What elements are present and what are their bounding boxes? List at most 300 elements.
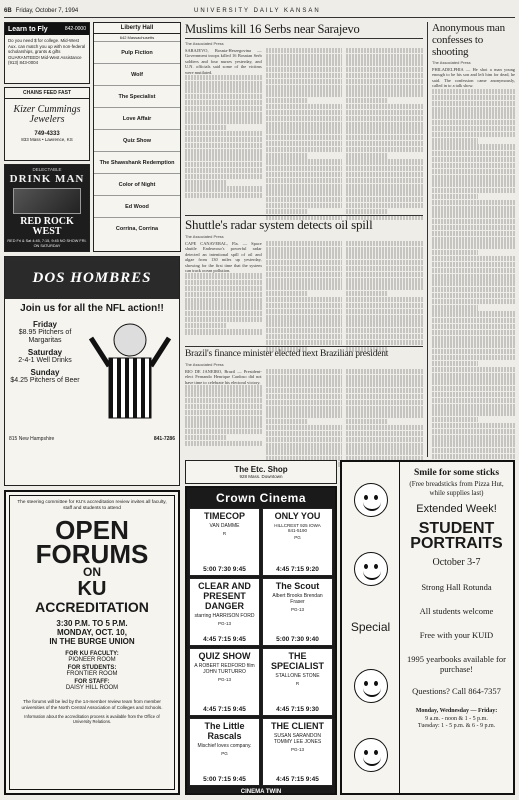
text-line — [346, 135, 423, 140]
text-line — [346, 394, 423, 399]
movie-title: Pulp Fiction — [121, 49, 153, 56]
text-line — [346, 449, 423, 454]
promo-label: DELECTABLE — [32, 167, 62, 172]
movie-times: 4:45 7:15 9:45 — [276, 776, 319, 783]
sunday-label: Sunday — [30, 368, 60, 377]
text-line — [346, 141, 423, 146]
text-line — [432, 113, 515, 118]
story-headline: Muslims kill 16 Serbs near Sarajevo — [185, 22, 423, 39]
portraits-title-2: PORTRAITS — [410, 535, 503, 552]
text-line — [185, 435, 227, 440]
forum-place: IN THE BURGE UNION — [49, 637, 135, 646]
text-line — [346, 172, 423, 177]
text-line — [185, 186, 262, 191]
text-line — [432, 410, 515, 415]
text-line — [266, 406, 343, 411]
text-line — [432, 355, 515, 360]
story-lead: RIO DE JANEIRO, Brazil — President-elect Fernando Henrique Cardoso did not have time to celebrate his electoral victory. — [185, 369, 262, 385]
text-line — [266, 443, 343, 448]
text-line — [346, 297, 423, 302]
ad-text: Do you need $ for college. Mid-West Aux. can match you up with non-federal scholarships, grants & gifts GUARANTEED! Mid-West Assistance (913) 843-0004 — [8, 38, 86, 66]
text-line — [346, 110, 423, 115]
movie-title: THE SPECIALIST — [270, 651, 324, 671]
text-line — [185, 131, 262, 136]
movie-item — [94, 107, 180, 129]
smiley-icon — [354, 552, 388, 586]
text-line — [432, 206, 515, 211]
friday-deal: $8.95 Pitchers of Margaritas — [18, 329, 72, 344]
body-text-lines — [266, 241, 343, 352]
jeweler-ad — [4, 87, 90, 161]
text-line — [432, 89, 515, 94]
text-line — [266, 419, 308, 424]
text-line — [432, 398, 515, 403]
forum-title-on: ON — [83, 565, 101, 579]
story-headline: Brazil's finance minister elected next Brazilian president — [185, 346, 423, 360]
promo-image — [13, 188, 81, 214]
text-line — [432, 194, 478, 199]
text-line — [185, 410, 262, 415]
movie-times: 5:00 7:15 9:45 — [203, 776, 246, 783]
text-line — [266, 190, 343, 195]
text-line — [346, 48, 423, 53]
text-line — [185, 94, 262, 99]
text-line — [346, 184, 423, 189]
body-text-lines — [346, 369, 423, 468]
movie-title: THE CLIENT — [271, 721, 324, 731]
text-line — [266, 266, 343, 271]
portraits-free: Free with your KUID — [419, 630, 494, 640]
text-line — [185, 193, 262, 198]
text-line — [432, 268, 515, 273]
publication-name: UNIVERSITY DAILY KANSAN — [194, 7, 321, 14]
text-line — [346, 303, 423, 308]
text-line — [266, 309, 343, 314]
story-byline: The Associated Press — [185, 234, 224, 239]
text-line — [346, 60, 423, 65]
movie-title: TIMECOP — [203, 511, 245, 521]
text-line — [346, 147, 423, 152]
nfl-headline: Join us for all the NFL action!! — [20, 303, 164, 314]
text-line — [346, 412, 423, 417]
text-line — [185, 317, 262, 322]
staff-room: DAISY HILL ROOM — [65, 685, 119, 691]
movie-rating: PG — [221, 751, 228, 756]
text-line — [346, 400, 423, 405]
movie-title: The Specialist — [118, 93, 156, 100]
movie-title: ONLY YOU — [274, 511, 321, 521]
text-line — [185, 180, 227, 185]
text-line — [185, 100, 262, 105]
text-line — [185, 391, 262, 396]
text-line — [266, 197, 343, 202]
text-line — [266, 48, 343, 53]
forum-intro: The steering committee for KU's accreditation review invites all faculty, staff and students to attend — [17, 500, 167, 511]
text-line — [346, 284, 423, 289]
text-line — [266, 60, 343, 65]
movie-star: starring HARRISON FORD — [194, 613, 255, 619]
text-line — [432, 417, 478, 422]
text-line — [346, 91, 423, 96]
text-line — [185, 416, 262, 421]
text-line — [185, 398, 262, 403]
movie-item — [94, 195, 180, 217]
text-line — [346, 443, 423, 448]
text-line — [432, 373, 515, 378]
forum-title-ku: KU — [77, 578, 107, 600]
movie-theater: HILLCREST 925 IOWA — [274, 523, 321, 528]
friday-label: Friday — [32, 320, 57, 329]
text-line — [432, 175, 515, 180]
theater-address: 642 Massachusetts — [119, 35, 155, 40]
text-line — [346, 166, 423, 171]
body-text-lines — [346, 48, 423, 221]
movie-title: The Little Rascals — [204, 721, 245, 741]
text-line — [346, 406, 423, 411]
text-line — [346, 241, 423, 246]
text-line — [346, 328, 423, 333]
movie-title: The Scout — [275, 581, 320, 591]
text-line — [432, 138, 478, 143]
text-line — [432, 225, 515, 230]
text-line — [266, 184, 343, 189]
text-line — [266, 315, 343, 320]
text-line — [185, 125, 227, 130]
students-room: FRONTIER ROOM — [66, 671, 118, 677]
text-line — [346, 260, 423, 265]
text-line — [346, 388, 423, 393]
smiley-column — [342, 462, 400, 793]
text-line — [266, 278, 343, 283]
text-line — [185, 280, 262, 285]
faculty-room: PIONEER ROOM — [68, 657, 116, 663]
movie-rating: R — [295, 681, 300, 686]
hours-line-1b: 9 a.m. - noon & 1 - 5 p.m. — [425, 715, 488, 722]
text-line — [432, 280, 515, 285]
text-line — [432, 107, 515, 112]
saturday-deal: 2-4-1 Well Drinks — [18, 357, 72, 364]
text-line — [346, 272, 423, 277]
story-brazil — [185, 346, 423, 456]
movie-title: Quiz Show — [122, 137, 152, 144]
text-line — [432, 243, 515, 248]
movie-list — [94, 41, 180, 239]
movie-times: 4:45 7:15 9:45 — [203, 636, 246, 643]
text-line — [185, 323, 227, 328]
text-line — [432, 448, 515, 453]
text-line — [266, 388, 343, 393]
movie-title: Color of Night — [118, 181, 156, 188]
restaurant-address: 815 New Hampshire — [9, 436, 55, 442]
promo-subtitle: RED ROCK WEST — [20, 216, 74, 237]
movie-rating: PG — [294, 535, 301, 540]
text-line — [432, 231, 515, 236]
text-line — [432, 386, 515, 391]
text-line — [266, 437, 343, 442]
text-line — [346, 116, 423, 121]
text-line — [266, 272, 343, 277]
students-label: FOR STUDENTS: — [67, 665, 117, 671]
text-line — [346, 85, 423, 90]
text-line — [266, 79, 343, 84]
text-line — [266, 260, 343, 265]
body-text-lines — [185, 385, 262, 446]
text-line — [266, 178, 343, 183]
movie-title: Wolf — [131, 71, 143, 78]
text-line — [266, 67, 343, 72]
movie-item — [94, 85, 180, 107]
text-line — [266, 334, 343, 339]
movie-star: Albert Brooks Brendan Fraser — [272, 593, 323, 605]
movie-title: CLEAR AND PRESENT DANGER — [198, 581, 251, 611]
text-line — [346, 266, 423, 271]
hours-line-1: Monday, Wednesday — Friday: — [415, 708, 498, 714]
text-line — [432, 367, 515, 372]
text-line — [266, 449, 343, 454]
sunday-deal: $4.25 Pitchers of Beer — [10, 377, 80, 384]
ad-header: CHAINS FEED FAST — [5, 88, 89, 99]
portraits-dates: October 3-7 — [432, 557, 481, 568]
movie-times: 5:00 7:30 9:45 — [203, 566, 246, 573]
movie-rating: PG-13 — [217, 621, 231, 626]
text-line — [185, 292, 262, 297]
text-line — [266, 122, 343, 127]
portraits-ad — [340, 460, 515, 795]
text-line — [432, 188, 515, 193]
text-line — [346, 178, 423, 183]
movie-item — [94, 129, 180, 151]
story-lead: PHILADELPHIA — He shot a man young enough to be his son and left him for dead, he said. The confession came anonymously, called in to a talk show. — [432, 67, 515, 89]
text-line — [432, 342, 515, 347]
crown-cinema-ad — [185, 486, 337, 795]
text-line — [185, 404, 262, 409]
text-line — [185, 329, 262, 334]
text-line — [266, 284, 343, 289]
portraits-place: Strong Hall Rotunda — [421, 582, 492, 592]
cinema-title: Crown Cinema — [215, 491, 306, 505]
text-line — [346, 54, 423, 59]
promo-title: DRINK MAN — [9, 173, 85, 185]
text-line — [432, 435, 515, 440]
text-line — [185, 155, 262, 160]
movie-tile — [262, 578, 333, 646]
story-headline: Anonymous man confesses to shooting — [432, 22, 505, 58]
smiley-icon — [354, 669, 388, 703]
text-line — [346, 153, 388, 158]
movie-times: 4:45 7:15 9:30 — [276, 706, 319, 713]
text-line — [432, 404, 515, 409]
text-line — [266, 209, 308, 214]
text-line — [266, 328, 343, 333]
text-line — [432, 126, 515, 131]
movie-star: Mischief loves company. — [197, 743, 252, 749]
text-line — [432, 262, 515, 267]
movie-rating: R — [222, 531, 227, 536]
page-header — [4, 4, 515, 18]
cinema-right-column — [262, 508, 333, 788]
story-lead: SARAJEVO, Bosnia-Herzegovina — Government troops killed 16 Bosnian Serb soldiers and four nurses yesterday, and U.N. officials said some of the victims were mutilated. — [185, 48, 262, 75]
movie-item — [94, 41, 180, 63]
text-line — [266, 375, 343, 380]
staff-label: FOR STAFF: — [74, 679, 110, 685]
text-line — [346, 79, 423, 84]
referee-illustration — [85, 318, 179, 436]
smiley-icon — [354, 483, 388, 517]
text-line — [346, 431, 423, 436]
text-line — [432, 287, 515, 292]
text-line — [266, 172, 343, 177]
forum-footer: The forums will be led by the 14-member review team from member universities of the North Central Association of Colleges and Schools. — [21, 699, 163, 710]
text-line — [432, 163, 515, 168]
text-line — [346, 209, 388, 214]
movie-star: STALLONE STONE — [275, 673, 320, 679]
text-line — [346, 340, 423, 345]
dos-hombres-ad — [4, 256, 180, 486]
hours-line-2: Tuesday: 1 - 5 p.m. & 6 - 9 p.m. — [417, 723, 496, 729]
movie-item — [94, 151, 180, 173]
text-line — [432, 274, 515, 279]
portraits-title-1: STUDENT — [418, 520, 495, 537]
promo-showtimes: RED Fri & Sat 4:45, 7:15, 9:45 NO SHOW FRI. ON SATURDAY — [7, 239, 87, 248]
shop-name: The Etc. Shop — [234, 465, 288, 474]
saturday-label: Saturday — [27, 348, 63, 357]
text-line — [266, 203, 343, 208]
movie-rating: PG-13 — [290, 607, 304, 612]
text-line — [266, 297, 343, 302]
text-line — [185, 441, 262, 446]
text-line — [432, 120, 515, 125]
text-line — [185, 304, 262, 309]
ad-phone: 842-0000 — [64, 26, 86, 32]
text-line — [346, 278, 423, 283]
text-line — [432, 330, 515, 335]
text-line — [432, 95, 515, 100]
text-line — [432, 200, 515, 205]
issue-date: Friday, October 7, 1994 — [15, 7, 79, 14]
liberty-hall-listing — [93, 22, 181, 252]
accreditation-ad — [4, 490, 180, 795]
text-line — [432, 212, 515, 217]
movie-tile — [262, 648, 333, 716]
body-text-lines — [346, 241, 423, 352]
text-line — [266, 241, 343, 246]
text-line — [185, 286, 262, 291]
movie-item — [94, 63, 180, 85]
text-line — [266, 321, 343, 326]
shop-address: 928 Mass. Downtown — [239, 474, 283, 479]
forum-title-open: OPEN — [55, 515, 129, 545]
forum-title-accreditation: ACCREDITATION — [35, 599, 149, 615]
text-line — [266, 291, 308, 296]
text-line — [432, 144, 515, 149]
text-line — [346, 128, 423, 133]
restaurant-name: DOS HOMBRES — [32, 269, 152, 286]
story-confession — [427, 22, 515, 457]
text-line — [346, 369, 423, 374]
text-line — [266, 104, 343, 109]
text-line — [346, 247, 423, 252]
story-byline: The Associated Press — [185, 362, 224, 367]
text-line — [346, 73, 423, 78]
text-line — [266, 381, 343, 386]
ad-title: Learn to Fly — [8, 25, 48, 33]
text-line — [346, 419, 388, 424]
text-line — [266, 394, 343, 399]
body-text-lines — [266, 48, 343, 221]
body-text-lines — [266, 369, 343, 468]
text-line — [346, 334, 423, 339]
jeweler-name: Kizer Cummings Jewelers — [13, 104, 81, 125]
text-line — [346, 104, 423, 109]
movie-item — [94, 217, 180, 239]
movie-tile — [262, 508, 333, 576]
story-shuttle — [185, 215, 423, 343]
movie-star: VAN DAMME — [209, 523, 240, 529]
text-line — [185, 137, 262, 142]
text-line — [266, 369, 343, 374]
text-line — [185, 81, 262, 86]
text-line — [432, 250, 478, 255]
forum-date: MONDAY, OCT. 10, — [57, 628, 127, 637]
jeweler-phone: 749-4333 — [34, 131, 60, 137]
text-line — [266, 153, 308, 158]
cinema-left-column — [189, 508, 260, 788]
movie-rating: PG-13 — [217, 677, 231, 682]
movie-promo-ad — [4, 164, 90, 252]
movie-item — [94, 173, 180, 195]
text-line — [266, 135, 343, 140]
text-line — [185, 429, 262, 434]
text-line — [185, 168, 262, 173]
text-line — [346, 203, 423, 208]
text-line — [432, 293, 515, 298]
story-byline: The Associated Press — [432, 60, 471, 65]
body-text-lines — [432, 89, 515, 497]
text-line — [266, 98, 308, 103]
text-line — [266, 116, 343, 121]
text-line — [185, 106, 262, 111]
text-line — [346, 98, 388, 103]
text-line — [185, 75, 262, 80]
movie-times: 4:45 7:15 9:45 — [203, 706, 246, 713]
yearbooks-notice: 1995 yearbooks available for purchase! — [407, 654, 506, 674]
text-line — [346, 315, 423, 320]
text-line — [346, 437, 423, 442]
movie-rating: PG-13 — [290, 747, 304, 752]
text-line — [185, 422, 262, 427]
text-line — [346, 159, 423, 164]
text-line — [266, 91, 343, 96]
text-line — [432, 454, 515, 459]
movie-star: A ROBERT REDFORD film JOHN TURTURRO — [194, 663, 255, 675]
questions-phone: Questions? Call 864-7357 — [412, 686, 501, 696]
text-line — [266, 128, 343, 133]
movie-times: 4:45 7:15 9:20 — [276, 566, 319, 573]
text-line — [346, 375, 423, 380]
text-line — [432, 132, 515, 137]
text-line — [266, 303, 343, 308]
text-line — [266, 110, 343, 115]
text-line — [185, 149, 262, 154]
movie-title: Love Affair — [122, 115, 152, 122]
story-serbs — [185, 22, 423, 212]
movie-tile — [189, 578, 260, 646]
forum-title-forums: FORUMS — [35, 539, 149, 569]
movie-title: Ed Wood — [125, 203, 149, 210]
text-line — [432, 361, 478, 366]
text-line — [432, 101, 515, 106]
text-line — [266, 253, 343, 258]
